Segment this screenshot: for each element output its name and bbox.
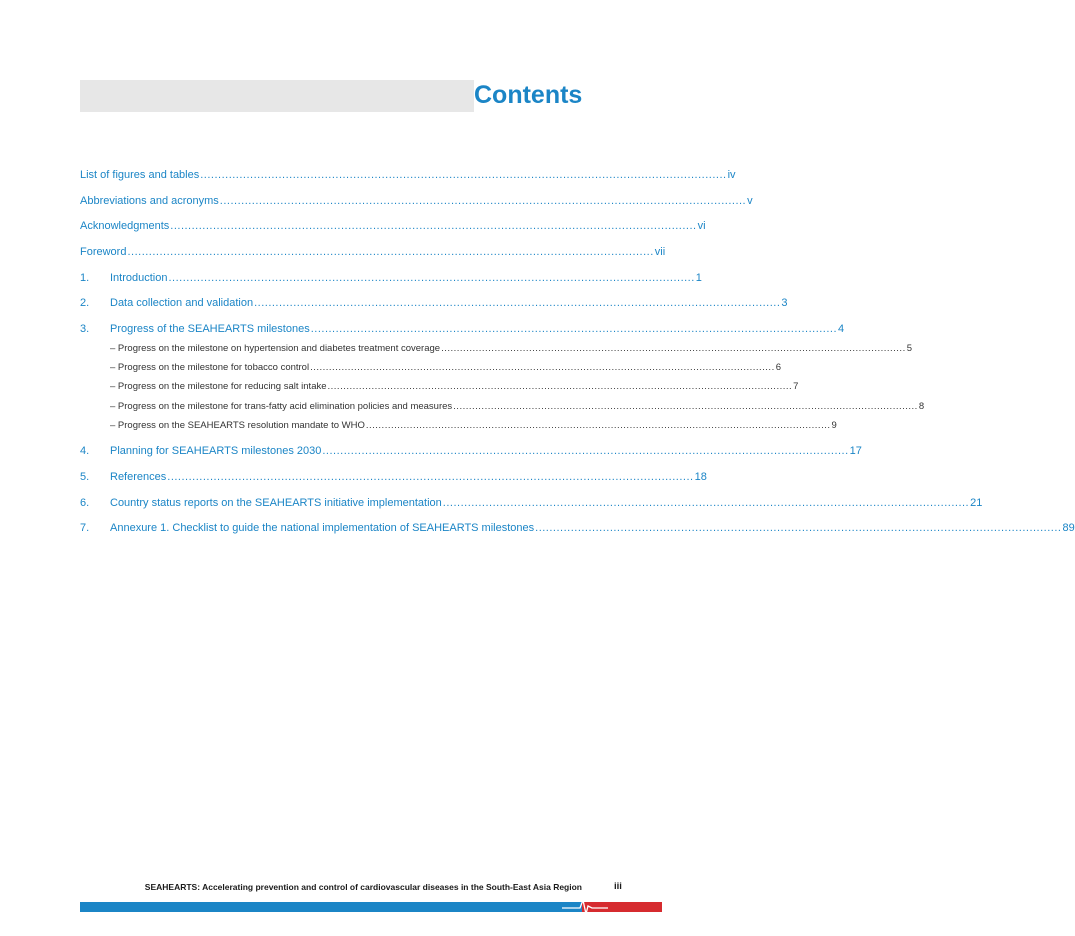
toc-entry-number: 1.	[80, 272, 90, 284]
dot-leader: ....................................................................................................................................................	[127, 246, 654, 258]
toc-entry-acknowledgments[interactable]	[80, 218, 706, 234]
toc-subentry-salt[interactable]	[110, 380, 799, 394]
dot-leader: ....................................................................................................................................................	[170, 220, 697, 232]
toc-entry-label: Acknowledgments	[80, 220, 170, 232]
toc-entry-page: 7	[793, 381, 799, 392]
toc-entry-label: Data collection and validation	[110, 297, 254, 309]
toc-entry-number: 5.	[80, 471, 90, 483]
toc-entry-number: 4.	[80, 445, 90, 457]
toc-entry-label: – Progress on the SEAHEARTS resolution mandate to WHO	[110, 420, 365, 431]
toc-entry-label: Planning for SEAHEARTS milestones 2030	[110, 445, 322, 457]
toc-entry-abbreviations[interactable]	[80, 193, 753, 209]
toc-entry-label: Foreword	[80, 246, 127, 258]
dot-leader: ....................................................................................................................................................	[254, 297, 781, 309]
toc-entry-page: 89	[1062, 522, 1075, 534]
dot-leader: ....................................................................................................................................................	[310, 323, 838, 335]
toc-entry-label: References	[110, 471, 167, 483]
dot-leader: ....................................................................................................................................................	[219, 195, 747, 207]
footer-page-number: iii	[614, 881, 622, 892]
toc-entry-list-of-figures[interactable]	[80, 167, 736, 183]
toc-entry-page: 3	[781, 297, 788, 309]
toc-entry-number: 7.	[80, 522, 90, 534]
dot-leader: ....................................................................................................................................................	[535, 522, 1062, 534]
dot-leader: ....................................................................................................................................................	[168, 272, 695, 284]
toc-subentry-tobacco[interactable]	[110, 361, 782, 375]
toc-entry-introduction[interactable]	[80, 270, 702, 286]
toc-entry-page: vi	[697, 220, 706, 232]
dot-leader: ....................................................................................................................................................	[442, 497, 970, 509]
toc-entry-number: 2.	[80, 297, 90, 309]
toc-entry-label: Introduction	[110, 272, 168, 284]
toc-entry-label: Annexure 1. Checklist to guide the national implementation of SEAHEARTS milestones	[110, 522, 535, 534]
toc-entry-label: Abbreviations and acronyms	[80, 195, 219, 207]
heartbeat-icon	[562, 898, 608, 916]
toc-entry-references[interactable]	[80, 469, 707, 485]
toc-entry-label: – Progress on the milestone on hypertension and diabetes treatment coverage	[110, 343, 441, 354]
toc-entry-page: 9	[831, 420, 837, 431]
footer-bar-blue	[80, 902, 582, 912]
toc-entry-page: 4	[838, 323, 845, 335]
dot-leader: ....................................................................................................................................................	[453, 401, 918, 412]
toc-entry-data-collection[interactable]	[80, 295, 788, 311]
toc-entry-label: List of figures and tables	[80, 169, 200, 181]
toc-entry-page: 18	[694, 471, 707, 483]
toc-entry-label: – Progress on the milestone for trans-fatty acid elimination policies and measures	[110, 401, 453, 412]
toc-entry-annexure[interactable]	[80, 520, 1075, 536]
toc-entry-page: 8	[918, 401, 925, 412]
dot-leader: ....................................................................................................................................................	[322, 445, 849, 457]
toc-entry-page: iv	[727, 169, 736, 181]
toc-entry-foreword[interactable]	[80, 244, 666, 260]
dot-leader: ....................................................................................................................................................	[327, 381, 793, 392]
dot-leader: ....................................................................................................................................................	[365, 420, 831, 431]
toc-entry-page: vii	[654, 246, 666, 258]
toc-entry-page: 5	[906, 343, 913, 354]
toc-entry-label: – Progress on the milestone for reducing salt intake	[110, 381, 327, 392]
dot-leader: ....................................................................................................................................................	[310, 362, 775, 373]
toc-entry-label: – Progress on the milestone for tobacco control	[110, 362, 310, 373]
toc-entry-page: 6	[775, 362, 782, 373]
toc-subentry-hypertension[interactable]	[110, 342, 913, 356]
toc-entry-page: v	[747, 195, 753, 207]
dot-leader: ....................................................................................................................................................	[441, 343, 906, 354]
toc-entry-progress[interactable]	[80, 321, 845, 337]
toc-entry-label: Progress of the SEAHEARTS milestones	[110, 323, 310, 335]
page-title: Contents	[474, 81, 583, 109]
toc-entry-planning[interactable]	[80, 443, 862, 459]
toc-entry-page: 21	[970, 497, 983, 509]
toc-entry-number: 3.	[80, 323, 90, 335]
toc-subentry-trans-fat[interactable]	[110, 400, 925, 414]
toc-entry-page: 17	[849, 445, 862, 457]
dot-leader: ....................................................................................................................................................	[167, 471, 694, 483]
toc-entry-page: 1	[695, 272, 702, 284]
toc-entry-label: Country status reports on the SEAHEARTS initiative implementation	[110, 497, 442, 509]
toc-entry-number: 6.	[80, 497, 90, 509]
dot-leader: ....................................................................................................................................................	[200, 169, 727, 181]
title-bar	[80, 80, 474, 112]
toc-subentry-who-mandate[interactable]	[110, 419, 837, 433]
footer-title: SEAHEARTS: Accelerating prevention and control of cardiovascular diseases in the South-East Asia Region	[144, 882, 582, 892]
toc-entry-country-reports[interactable]	[80, 495, 983, 511]
